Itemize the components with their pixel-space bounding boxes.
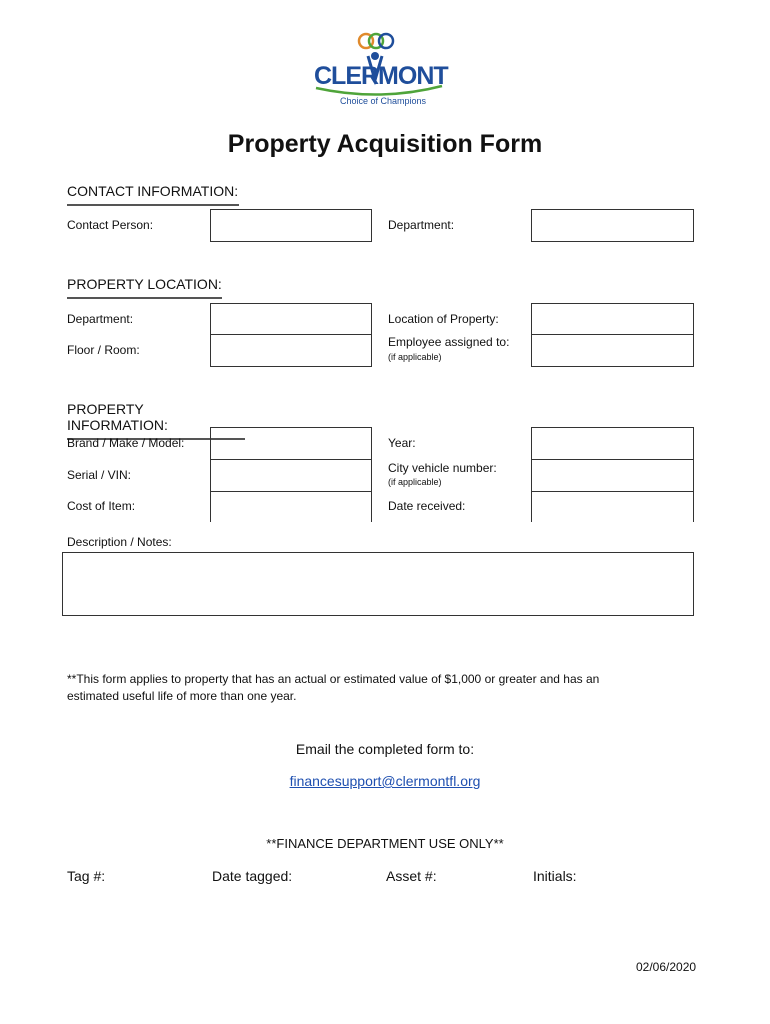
serial-vin-label: Serial / VIN: (67, 468, 132, 482)
clermont-logo (310, 22, 450, 110)
floor-room-label: Floor / Room: (67, 343, 140, 357)
description-field[interactable] (62, 552, 694, 616)
section-information-heading: PROPERTY INFORMATION: (67, 401, 245, 440)
city-vehicle-label: City vehicle number: (388, 461, 497, 475)
employee-assigned-label: Employee assigned to: (388, 335, 510, 349)
contact-person-label: Contact Person: (67, 218, 154, 232)
description-label: Description / Notes: (67, 535, 172, 549)
location-of-property-label: Location of Property: (388, 312, 499, 326)
city-vehicle-note: (if applicable) (388, 477, 442, 487)
email-link[interactable]: financesupport@clermontfl.org (289, 773, 481, 789)
contact-department-label: Department: (388, 218, 455, 232)
date-received-field[interactable] (531, 491, 694, 522)
finance-heading: **FINANCE DEPARTMENT USE ONLY** (266, 836, 504, 851)
value-note (67, 671, 667, 705)
brand-model-label: Brand / Make / Model: (67, 436, 185, 450)
date-tagged-label: Date tagged: (212, 868, 293, 884)
employee-assigned-note: (if applicable) (388, 352, 442, 362)
value-note-line-2: estimated useful life of more than one year. (67, 689, 297, 703)
logo-wordmark: CLERMONT (314, 62, 448, 90)
location-department-field[interactable] (210, 303, 372, 335)
initials-label: Initials: (533, 868, 577, 884)
cost-label: Cost of Item: (67, 499, 136, 513)
serial-vin-field[interactable] (210, 459, 372, 492)
revision-date: 02/06/2020 (636, 960, 697, 974)
city-vehicle-field[interactable] (531, 459, 694, 492)
contact-person-field[interactable] (210, 209, 372, 242)
value-note-line-1: **This form applies to property that has an actual or estimated value of $1,000 or greater and has an (67, 672, 600, 686)
contact-department-field[interactable] (531, 209, 694, 242)
location-of-property-field[interactable] (531, 303, 694, 335)
logo-tagline: Choice of Champions (340, 96, 427, 106)
location-department-label: Department: (67, 312, 134, 326)
year-label: Year: (388, 436, 416, 450)
asset-label: Asset #: (386, 868, 437, 884)
email-link-row (0, 773, 770, 789)
section-contact-heading: CONTACT INFORMATION: (67, 183, 239, 206)
employee-assigned-field[interactable] (531, 334, 694, 367)
floor-room-field[interactable] (210, 334, 372, 367)
cost-field[interactable] (210, 491, 372, 522)
form-title: Property Acquisition Form (227, 130, 543, 158)
year-field[interactable] (531, 427, 694, 460)
email-instruction: Email the completed form to: (295, 741, 475, 757)
brand-model-field[interactable] (210, 427, 372, 460)
section-location-heading: PROPERTY LOCATION: (67, 276, 222, 299)
date-received-label: Date received: (388, 499, 466, 513)
tag-label: Tag #: (67, 868, 106, 884)
